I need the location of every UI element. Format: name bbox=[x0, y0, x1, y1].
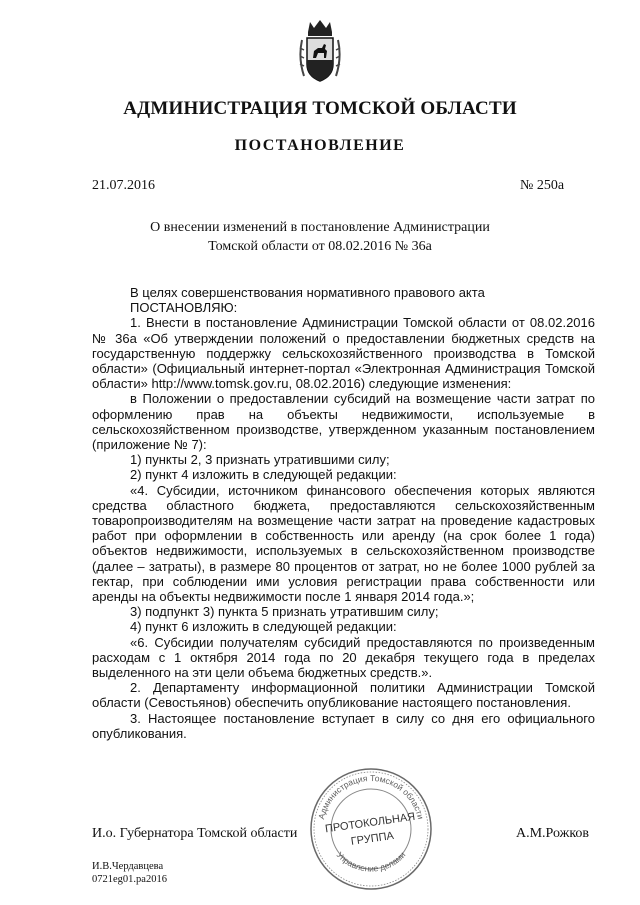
stamp-center-line: ГРУППА bbox=[350, 829, 395, 848]
coat-of-arms-icon bbox=[298, 18, 342, 84]
body-paragraph: в Положении о предоставлении субсидий на возмещение части затрат по оформлению прав на объекты недвижимости, используемые в сельскохозяйственном производстве, утвержденном указанным постановлением (приложение № 7): bbox=[92, 391, 595, 453]
body-paragraph: «4. Субсидии, источником финансового обеспечения которых являются средства областного бюджета, предоставляются сельскохозяйственным товаропроизводителям на возмещение части затрат на проведение кадастровых работ при оформлении в собственность или аренду (на срок более 1 года) объектов недвижимости, используемых в сельскохозяйственном производстве (далее – затраты), в размере 80 процентов от затрат, но не более 1000 рублей за гектар, при соблюдении ими условия регистрации права собственности или аренды на объекты недвижимости после 1 января 2014 года.»; bbox=[92, 482, 595, 605]
body-paragraph: 4) пункт 6 изложить в следующей редакции: bbox=[130, 619, 397, 635]
file-code: 0721eg01.ра2016 bbox=[92, 874, 167, 885]
body-paragraph: ПОСТАНОВЛЯЮ: bbox=[130, 300, 238, 316]
body-paragraph: «6. Субсидии получателям субсидий предоставляются по произведенным расходам с 1 октября 2014 года по 20 декабря текущего года в пределах выделенного на эти цели объема бюджетных средств.». bbox=[92, 634, 595, 681]
body-paragraph: 3) подпункт 3) пункта 5 признать утратившим силу; bbox=[130, 604, 439, 620]
executor-name: И.В.Чердавцева bbox=[92, 861, 164, 872]
protocol-stamp bbox=[308, 766, 434, 892]
stamp-center-line: ПРОТОКОЛЬНАЯ bbox=[324, 810, 416, 836]
document-type: ПОСТАНОВЛЕНИЕ bbox=[234, 137, 406, 154]
subject-line: Томской области от 08.02.2016 № 36а bbox=[208, 239, 432, 254]
subject-line: О внесении изменений в постановление Администрации bbox=[150, 220, 490, 235]
signatory-name: А.М.Рожков bbox=[516, 826, 590, 841]
body-paragraph: 2) пункт 4 изложить в следующей редакции: bbox=[130, 467, 397, 483]
svg-text:Управление делами bbox=[335, 850, 408, 874]
body-paragraph: 1) пункты 2, 3 признать утратившими силу; bbox=[130, 452, 390, 468]
body-paragraph: 1. Внести в постановление Администрации Томской области от 08.02.2016 № 36а «Об утверждении положений о предоставлении бюджетных средств на государственную поддержку сельскохозяйственного производства в Томской области» (Официальный интернет-портал «Электронная Администрация Томской области» http://www.tomsk.gov.ru, 08.02.2016) следующие изменения: bbox=[92, 315, 595, 392]
organization-title: АДМИНИСТРАЦИЯ ТОМСКОЙ ОБЛАСТИ bbox=[123, 98, 517, 119]
body-paragraph: 2. Департаменту информационной политики Администрации Томской области (Севостьянов) обеспечить опубликование настоящего постановления. bbox=[92, 680, 595, 711]
stamp-ring-top-text: Администрация Томской области bbox=[316, 772, 426, 821]
stamp-ring-bottom-text: Управление делами bbox=[334, 849, 408, 874]
executor-info bbox=[92, 860, 167, 886]
body-paragraph: 3. Настоящее постановление вступает в силу со дня его официального опубликования. bbox=[92, 710, 595, 741]
document-subject bbox=[150, 218, 490, 256]
document-number: № 250а bbox=[520, 178, 565, 193]
document-body bbox=[92, 285, 595, 741]
body-paragraph: В целях совершенствования нормативного правового акта bbox=[130, 285, 485, 300]
signatory-position: И.о. Губернатора Томской области bbox=[92, 826, 298, 841]
document-date: 21.07.2016 bbox=[92, 178, 155, 193]
